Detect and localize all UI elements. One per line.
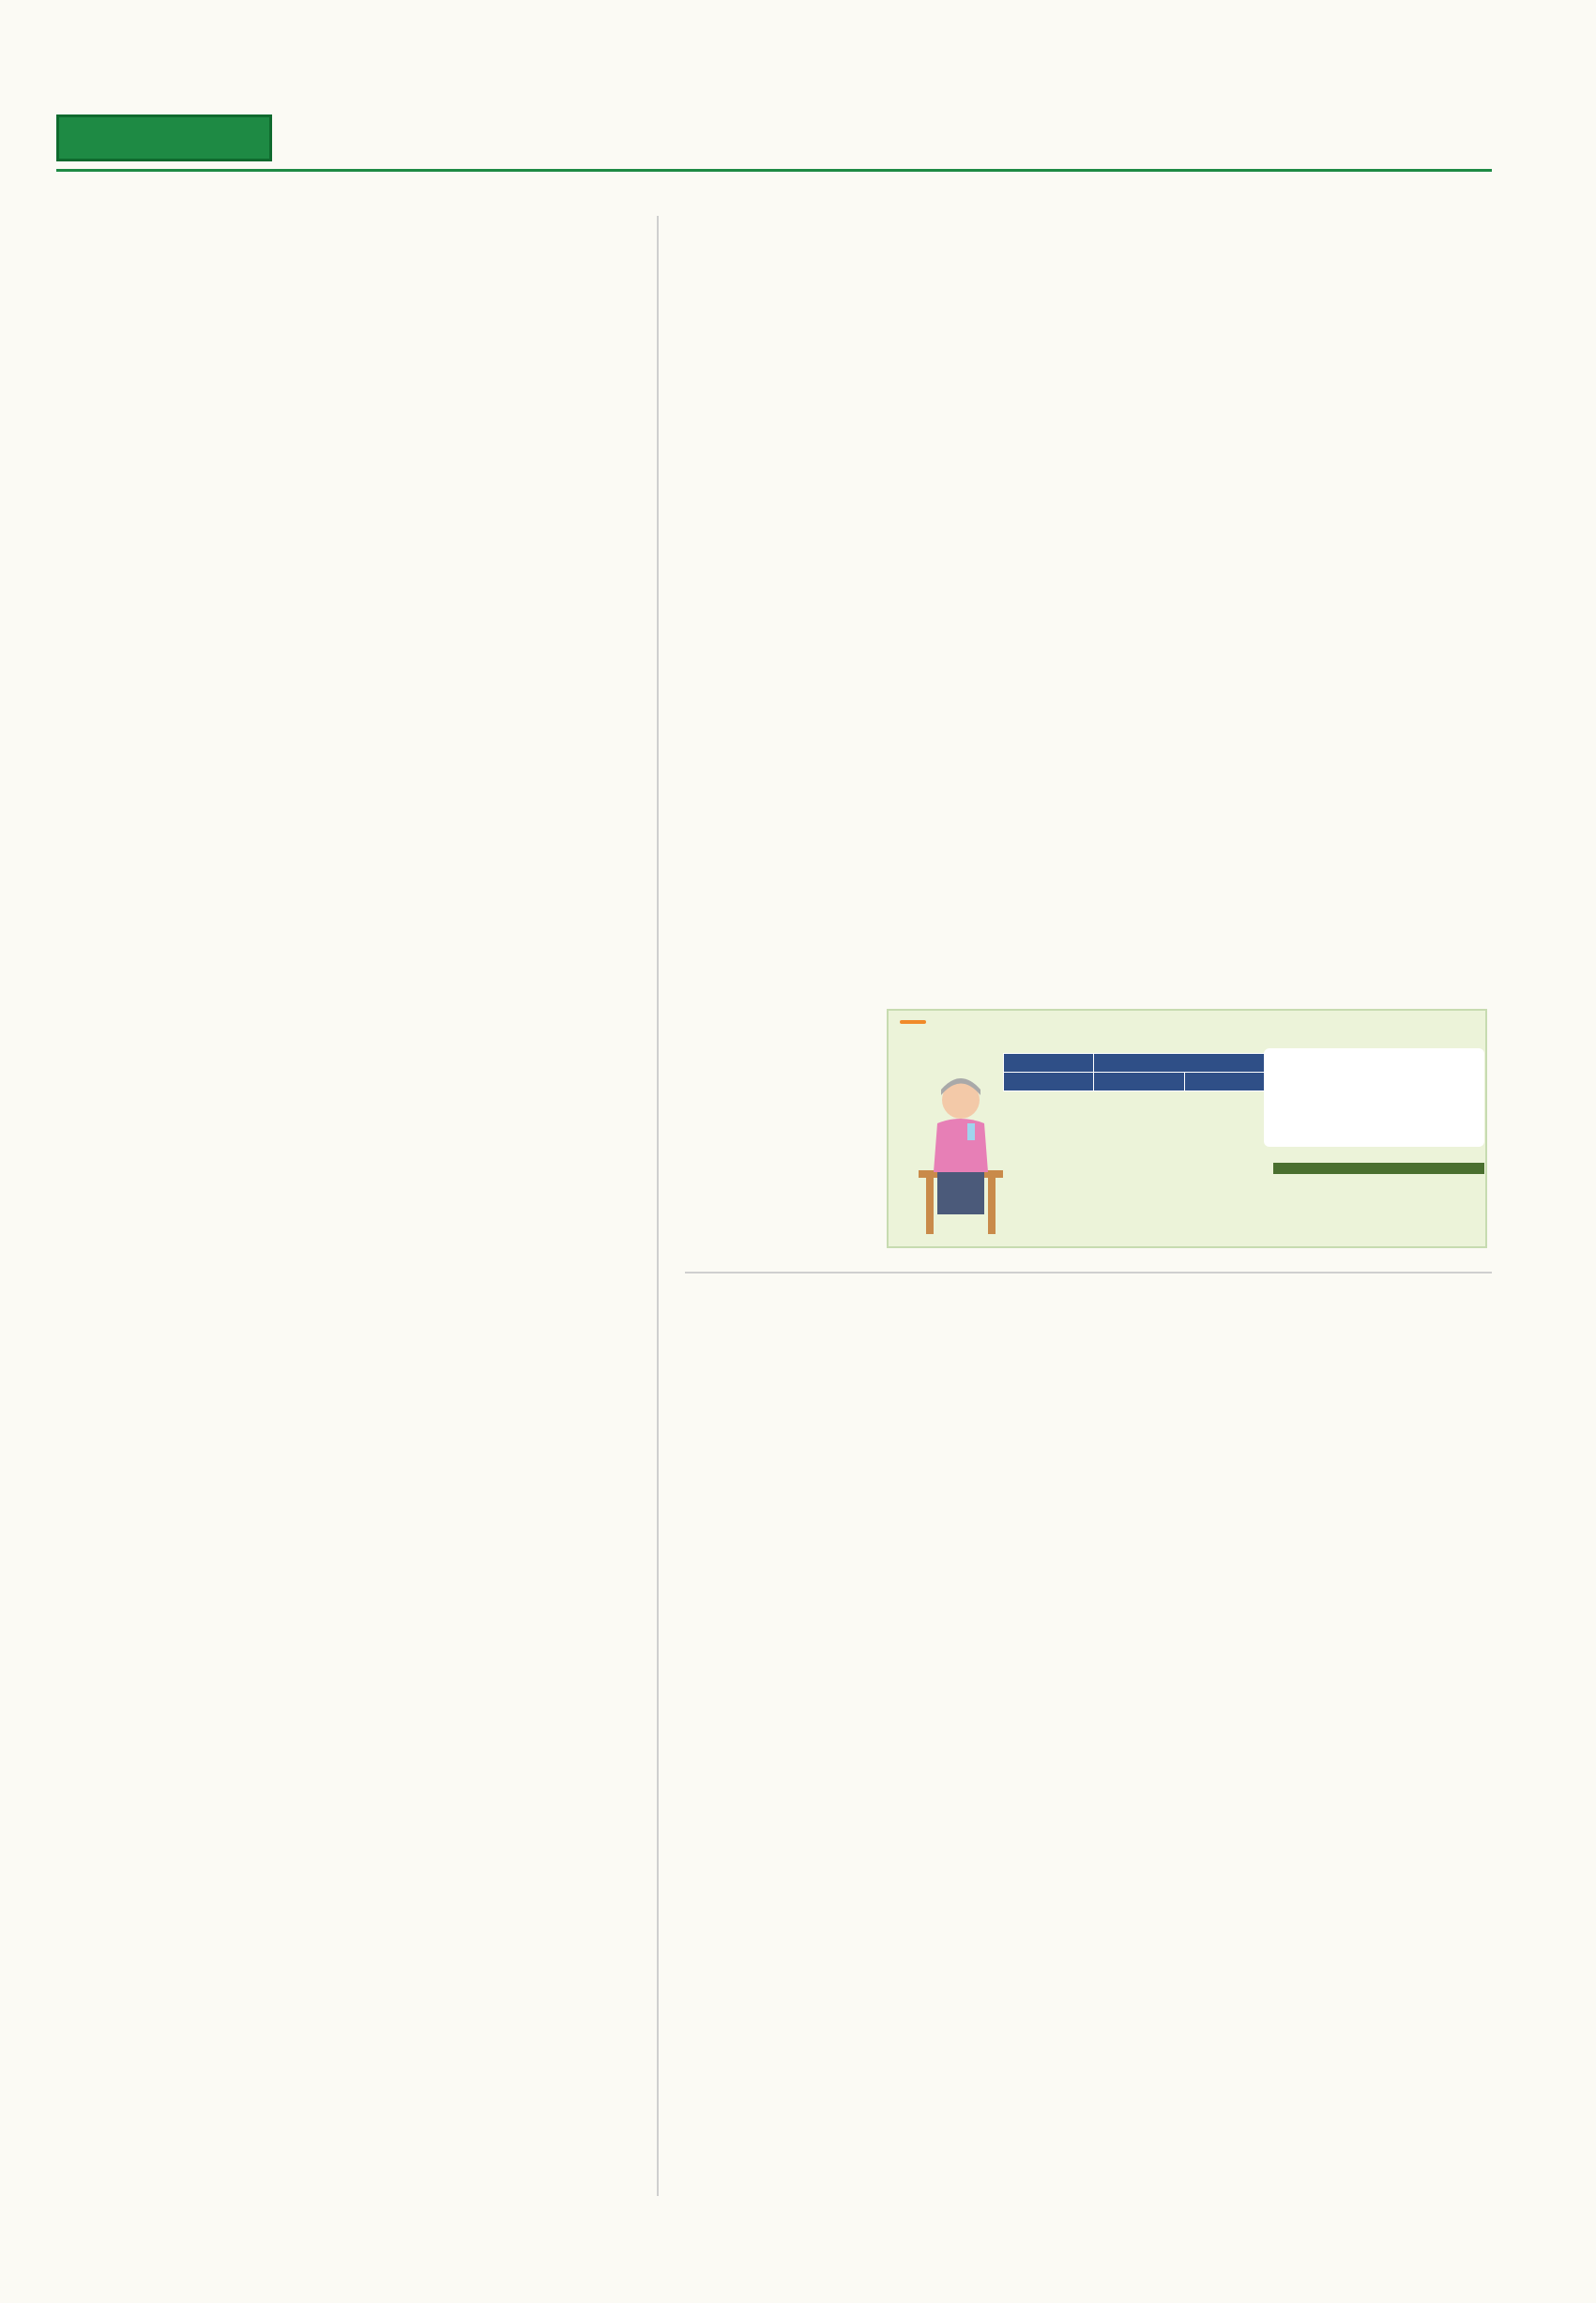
column-divider xyxy=(657,216,659,2196)
section-tag xyxy=(56,114,272,161)
grade-legend xyxy=(1264,1048,1484,1147)
masthead xyxy=(56,113,1492,167)
swallow-test-figure xyxy=(887,1009,1487,1248)
column-header xyxy=(1094,1073,1184,1091)
column-header xyxy=(1184,1073,1274,1091)
treatment-note xyxy=(1273,1163,1484,1174)
table-header xyxy=(1094,1054,1275,1073)
elderly-person-drinking-icon xyxy=(909,1067,1012,1241)
swallow-grade-table xyxy=(1003,1053,1275,1091)
figure-tag xyxy=(900,1020,926,1024)
header-rule xyxy=(56,169,1492,172)
column-header xyxy=(1004,1073,1094,1091)
section-rule xyxy=(685,1272,1492,1274)
